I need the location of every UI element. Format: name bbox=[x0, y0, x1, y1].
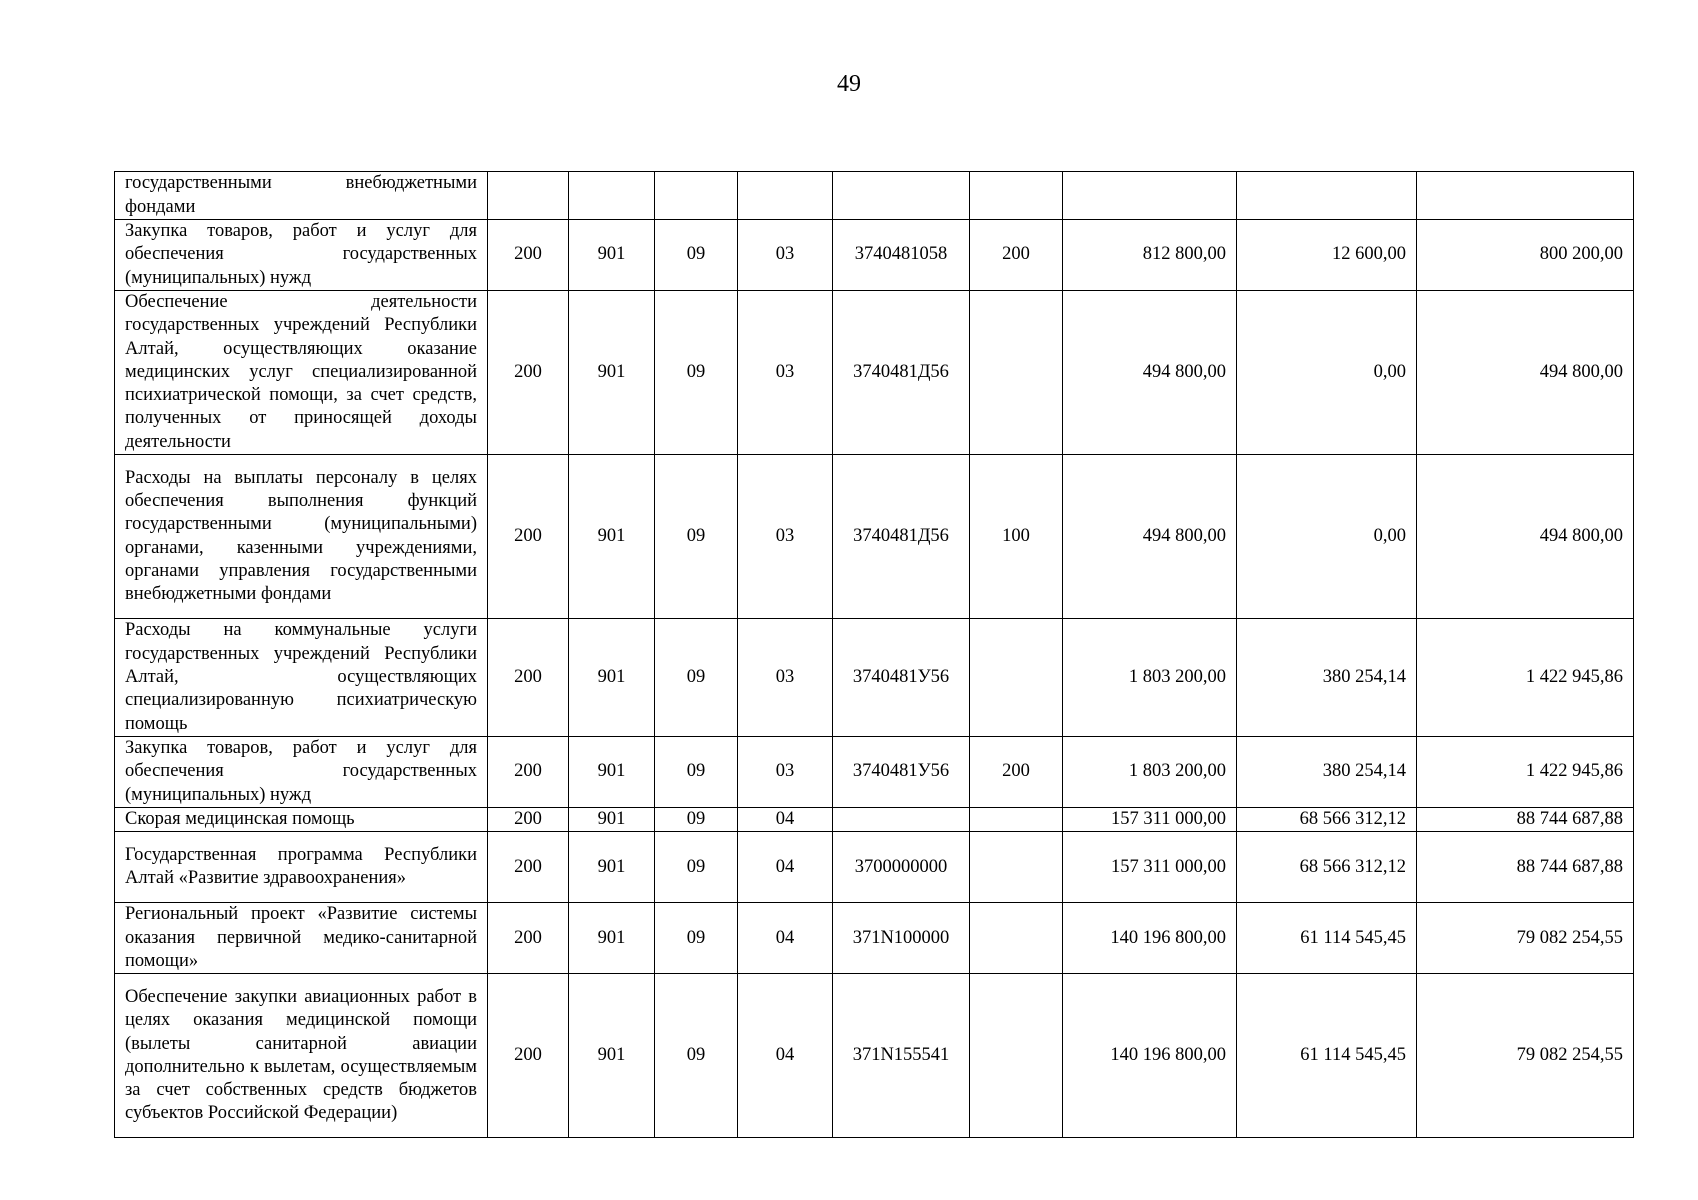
code-col-6: 100 bbox=[970, 455, 1063, 619]
code-col-6 bbox=[970, 619, 1063, 737]
row-name: Закупка товаров, работ и услуг для обеспечения государственных (муниципальных) нужд bbox=[115, 220, 488, 291]
code-col-6 bbox=[970, 832, 1063, 903]
code-col-3: 09 bbox=[655, 832, 738, 903]
code-col-5: 3740481У56 bbox=[833, 737, 970, 808]
amount-col-3: 800 200,00 bbox=[1417, 220, 1634, 291]
amount-col-3: 1 422 945,86 bbox=[1417, 619, 1634, 737]
table-row bbox=[115, 220, 1634, 291]
code-col-3: 09 bbox=[655, 619, 738, 737]
code-col-3: 09 bbox=[655, 974, 738, 1138]
code-col-3: 09 bbox=[655, 808, 738, 832]
amount-col-2: 380 254,14 bbox=[1237, 737, 1417, 808]
code-col-4: 04 bbox=[738, 903, 833, 974]
code-col-2: 901 bbox=[569, 832, 655, 903]
code-col-5 bbox=[833, 808, 970, 832]
amount-col-1: 140 196 800,00 bbox=[1063, 974, 1237, 1138]
row-name: Расходы на выплаты персоналу в целях обеспечения выполнения функций государственными (муниципальными) органами, казенными учреждениями, органами управления государственными внебюджетными фондами bbox=[115, 455, 488, 619]
code-col-1: 200 bbox=[488, 903, 569, 974]
code-col-5: 3740481Д56 bbox=[833, 455, 970, 619]
code-col-2: 901 bbox=[569, 737, 655, 808]
code-col-1 bbox=[488, 172, 569, 220]
code-col-6: 200 bbox=[970, 737, 1063, 808]
row-name: Обеспечение деятельности государственных учреждений Республики Алтай, осуществляющих оказание медицинских услуг специализированной психиатрической помощи, за счет средств, полученных от приносящей доходы деятельности bbox=[115, 291, 488, 455]
code-col-6 bbox=[970, 172, 1063, 220]
code-col-4: 04 bbox=[738, 808, 833, 832]
code-col-4: 03 bbox=[738, 291, 833, 455]
code-col-3: 09 bbox=[655, 291, 738, 455]
code-col-1: 200 bbox=[488, 619, 569, 737]
code-col-4: 03 bbox=[738, 737, 833, 808]
amount-col-2: 0,00 bbox=[1237, 455, 1417, 619]
code-col-2: 901 bbox=[569, 903, 655, 974]
code-col-2 bbox=[569, 172, 655, 220]
code-col-5: 3740481У56 bbox=[833, 619, 970, 737]
code-col-5: 3740481058 bbox=[833, 220, 970, 291]
row-name: Региональный проект «Развитие системы оказания первичной медико-санитарной помощи» bbox=[115, 903, 488, 974]
amount-col-3: 88 744 687,88 bbox=[1417, 832, 1634, 903]
code-col-4: 03 bbox=[738, 619, 833, 737]
code-col-5 bbox=[833, 172, 970, 220]
table-row bbox=[115, 737, 1634, 808]
code-col-1: 200 bbox=[488, 808, 569, 832]
code-col-3: 09 bbox=[655, 220, 738, 291]
amount-col-1: 157 311 000,00 bbox=[1063, 832, 1237, 903]
amount-col-1: 140 196 800,00 bbox=[1063, 903, 1237, 974]
code-col-4: 04 bbox=[738, 974, 833, 1138]
row-name: Скорая медицинская помощь bbox=[115, 808, 488, 832]
code-col-2: 901 bbox=[569, 974, 655, 1138]
code-col-4 bbox=[738, 172, 833, 220]
amount-col-2 bbox=[1237, 172, 1417, 220]
amount-col-3: 88 744 687,88 bbox=[1417, 808, 1634, 832]
code-col-1: 200 bbox=[488, 220, 569, 291]
amount-col-2: 0,00 bbox=[1237, 291, 1417, 455]
page-number: 49 bbox=[837, 71, 861, 97]
row-name: Государственная программа Республики Алтай «Развитие здравоохранения» bbox=[115, 832, 488, 903]
table-row bbox=[115, 808, 1634, 832]
table-row bbox=[115, 903, 1634, 974]
code-col-3: 09 bbox=[655, 455, 738, 619]
table-row bbox=[115, 172, 1634, 220]
code-col-5: 3740481Д56 bbox=[833, 291, 970, 455]
code-col-4: 03 bbox=[738, 455, 833, 619]
amount-col-3: 494 800,00 bbox=[1417, 291, 1634, 455]
code-col-2: 901 bbox=[569, 808, 655, 832]
code-col-2: 901 bbox=[569, 455, 655, 619]
code-col-3 bbox=[655, 172, 738, 220]
amount-col-1: 1 803 200,00 bbox=[1063, 737, 1237, 808]
code-col-5: 371N100000 bbox=[833, 903, 970, 974]
row-name: государственными внебюджетными фондами bbox=[115, 172, 488, 220]
table-row bbox=[115, 619, 1634, 737]
code-col-2: 901 bbox=[569, 220, 655, 291]
amount-col-2: 380 254,14 bbox=[1237, 619, 1417, 737]
table-row bbox=[115, 291, 1634, 455]
amount-col-3 bbox=[1417, 172, 1634, 220]
row-name: Обеспечение закупки авиационных работ в целях оказания медицинской помощи (вылеты санитарной авиации дополнительно к вылетам, осуществляемым за счет собственных средств бюджетов субъектов Российской Федерации) bbox=[115, 974, 488, 1138]
amount-col-3: 79 082 254,55 bbox=[1417, 974, 1634, 1138]
amount-col-2: 68 566 312,12 bbox=[1237, 808, 1417, 832]
code-col-1: 200 bbox=[488, 455, 569, 619]
code-col-1: 200 bbox=[488, 291, 569, 455]
code-col-6 bbox=[970, 291, 1063, 455]
amount-col-3: 79 082 254,55 bbox=[1417, 903, 1634, 974]
amount-col-1: 1 803 200,00 bbox=[1063, 619, 1237, 737]
code-col-4: 04 bbox=[738, 832, 833, 903]
code-col-6: 200 bbox=[970, 220, 1063, 291]
code-col-5: 371N155541 bbox=[833, 974, 970, 1138]
code-col-5: 3700000000 bbox=[833, 832, 970, 903]
row-name: Расходы на коммунальные услуги государственных учреждений Республики Алтай, осуществляющих специализированную психиатрическую помощь bbox=[115, 619, 488, 737]
amount-col-3: 494 800,00 bbox=[1417, 455, 1634, 619]
code-col-1: 200 bbox=[488, 974, 569, 1138]
code-col-6 bbox=[970, 808, 1063, 832]
amount-col-2: 68 566 312,12 bbox=[1237, 832, 1417, 903]
amount-col-2: 61 114 545,45 bbox=[1237, 903, 1417, 974]
code-col-1: 200 bbox=[488, 832, 569, 903]
amount-col-1: 494 800,00 bbox=[1063, 455, 1237, 619]
table-row bbox=[115, 974, 1634, 1138]
code-col-3: 09 bbox=[655, 903, 738, 974]
amount-col-1: 812 800,00 bbox=[1063, 220, 1237, 291]
budget-table-body bbox=[115, 172, 1634, 1138]
code-col-2: 901 bbox=[569, 619, 655, 737]
amount-col-1: 494 800,00 bbox=[1063, 291, 1237, 455]
amount-col-1: 157 311 000,00 bbox=[1063, 808, 1237, 832]
amount-col-1 bbox=[1063, 172, 1237, 220]
row-name: Закупка товаров, работ и услуг для обеспечения государственных (муниципальных) нужд bbox=[115, 737, 488, 808]
code-col-3: 09 bbox=[655, 737, 738, 808]
code-col-2: 901 bbox=[569, 291, 655, 455]
amount-col-3: 1 422 945,86 bbox=[1417, 737, 1634, 808]
budget-table bbox=[114, 171, 1634, 1138]
table-row bbox=[115, 832, 1634, 903]
code-col-6 bbox=[970, 974, 1063, 1138]
code-col-6 bbox=[970, 903, 1063, 974]
amount-col-2: 12 600,00 bbox=[1237, 220, 1417, 291]
table-row bbox=[115, 455, 1634, 619]
amount-col-2: 61 114 545,45 bbox=[1237, 974, 1417, 1138]
code-col-1: 200 bbox=[488, 737, 569, 808]
code-col-4: 03 bbox=[738, 220, 833, 291]
